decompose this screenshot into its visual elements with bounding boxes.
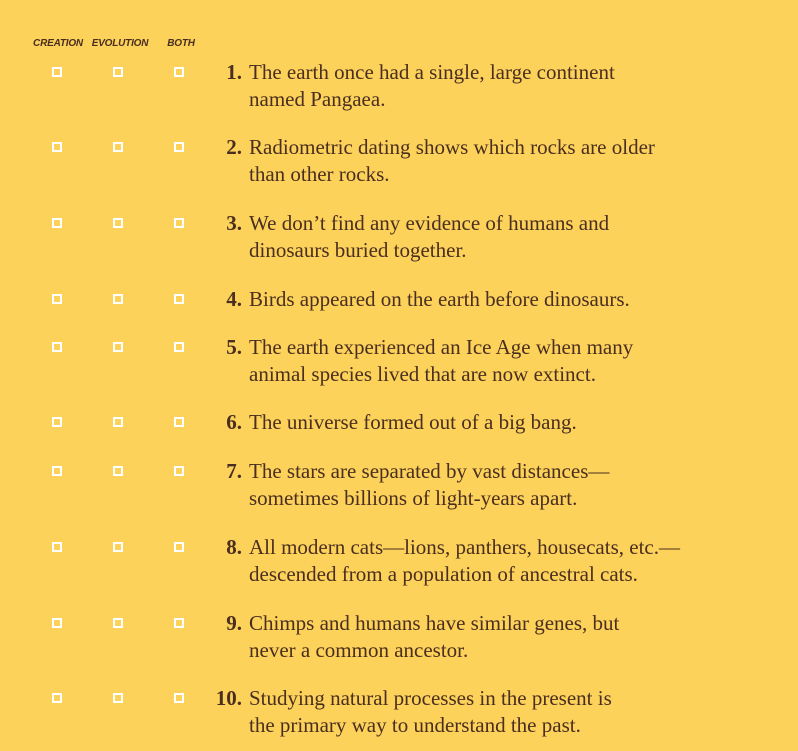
statement-line: The universe formed out of a big bang. — [249, 410, 577, 434]
statement-line: dinosaurs buried together. — [249, 238, 467, 262]
statement-text — [249, 210, 789, 264]
statement-text — [249, 610, 789, 664]
statement-text — [249, 409, 789, 436]
evolution-checkbox[interactable] — [113, 142, 123, 152]
statement-line: The earth experienced an Ice Age when many — [249, 335, 634, 359]
statement-line: animal species lived that are now extinct. — [249, 362, 596, 386]
statement-line: Studying natural processes in the present is — [249, 686, 612, 710]
statement-text — [249, 458, 789, 512]
column-header-evolution: EVOLUTION — [91, 38, 149, 49]
statement-number: 8. — [226, 535, 242, 559]
creation-checkbox[interactable] — [52, 294, 62, 304]
statement-number: 4. — [226, 287, 242, 311]
statement-line: descended from a population of ancestral cats. — [249, 562, 638, 586]
both-checkbox[interactable] — [174, 693, 184, 703]
statement-text — [249, 685, 789, 739]
creation-checkbox[interactable] — [52, 542, 62, 552]
statement-text — [249, 59, 789, 113]
creation-checkbox[interactable] — [52, 142, 62, 152]
both-checkbox[interactable] — [174, 542, 184, 552]
statement-line: Radiometric dating shows which rocks are older — [249, 135, 655, 159]
statement-number: 7. — [226, 459, 242, 483]
both-checkbox[interactable] — [174, 67, 184, 77]
evolution-checkbox[interactable] — [113, 618, 123, 628]
evolution-checkbox[interactable] — [113, 417, 123, 427]
statement-number: 1. — [226, 60, 242, 84]
column-header-creation: CREATION — [33, 38, 83, 49]
statement-line: Birds appeared on the earth before dinosaurs. — [249, 287, 630, 311]
statement-line: the primary way to understand the past. — [249, 713, 581, 737]
evolution-checkbox[interactable] — [113, 542, 123, 552]
creation-checkbox[interactable] — [52, 67, 62, 77]
statement-line: All modern cats—lions, panthers, housecats, etc.— — [249, 535, 680, 559]
creation-checkbox[interactable] — [52, 466, 62, 476]
creation-checkbox[interactable] — [52, 342, 62, 352]
column-header-both: BOTH — [167, 38, 195, 49]
evolution-checkbox[interactable] — [113, 342, 123, 352]
statement-line: named Pangaea. — [249, 87, 386, 111]
evolution-checkbox[interactable] — [113, 693, 123, 703]
column-headers — [0, 38, 240, 52]
statement-number: 9. — [226, 611, 242, 635]
both-checkbox[interactable] — [174, 417, 184, 427]
statement-number: 2. — [226, 135, 242, 159]
creation-checkbox[interactable] — [52, 618, 62, 628]
statement-number: 5. — [226, 335, 242, 359]
creation-checkbox[interactable] — [52, 417, 62, 427]
statement-number: 3. — [226, 211, 242, 235]
evolution-checkbox[interactable] — [113, 67, 123, 77]
statement-number: 10. — [215, 686, 242, 710]
statement-line: than other rocks. — [249, 162, 390, 186]
statement-text — [249, 134, 789, 188]
both-checkbox[interactable] — [174, 466, 184, 476]
both-checkbox[interactable] — [174, 342, 184, 352]
both-checkbox[interactable] — [174, 294, 184, 304]
statement-line: sometimes billions of light-years apart. — [249, 486, 578, 510]
creation-checkbox[interactable] — [52, 218, 62, 228]
both-checkbox[interactable] — [174, 218, 184, 228]
creation-checkbox[interactable] — [52, 693, 62, 703]
evolution-checkbox[interactable] — [113, 466, 123, 476]
statement-text — [249, 334, 789, 388]
statement-line: We don’t find any evidence of humans and — [249, 211, 610, 235]
evolution-checkbox[interactable] — [113, 218, 123, 228]
statement-line: never a common ancestor. — [249, 638, 469, 662]
statement-line: The earth once had a single, large continent — [249, 60, 615, 84]
statement-line: Chimps and humans have similar genes, but — [249, 611, 620, 635]
statement-line: The stars are separated by vast distances— — [249, 459, 610, 483]
statement-number: 6. — [226, 410, 242, 434]
statement-text — [249, 534, 789, 588]
evolution-checkbox[interactable] — [113, 294, 123, 304]
both-checkbox[interactable] — [174, 142, 184, 152]
statement-text — [249, 286, 789, 313]
both-checkbox[interactable] — [174, 618, 184, 628]
